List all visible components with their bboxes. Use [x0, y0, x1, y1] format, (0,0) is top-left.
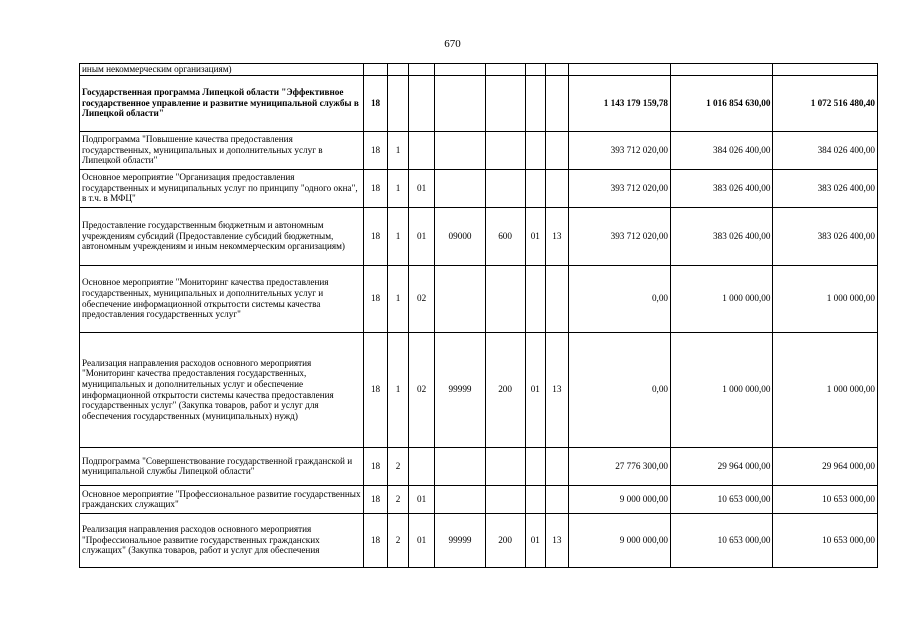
subsection-cell	[546, 131, 569, 169]
subprogram-code-cell	[388, 64, 408, 76]
row-name-cell: Реализация направления расходов основного мероприятия "Мониторинг качества предоставления государственных, муниципальных и дополнительных услуг и обеспечение информационной открытости системы качества предоставления государственных услуг" (Закупка товаров, работ и услуг для обеспечения государственных (муниципальных) нужд)	[80, 332, 364, 447]
subprogram-code-cell: 1	[388, 332, 408, 447]
table-row	[80, 207, 878, 265]
expense-type-cell: 600	[485, 207, 525, 265]
sum-year2-cell: 383 026 400,00	[671, 169, 773, 207]
sum-year1-cell: 27 776 300,00	[568, 447, 670, 485]
section-cell	[525, 64, 545, 76]
table-row	[80, 131, 878, 169]
gp-code-cell: 18	[363, 513, 388, 567]
section-cell	[525, 485, 545, 513]
row-name-cell: Основное мероприятие "Мониторинг качества предоставления государственных, муниципальных и дополнительных услуг и обеспечение информационной открытости системы качества предоставления государственных услуг"	[80, 265, 364, 332]
sum-year2-cell: 1 016 854 630,00	[671, 75, 773, 131]
subprogram-code-cell: 1	[388, 169, 408, 207]
measure-code-cell	[408, 64, 435, 76]
sum-year3-cell: 1 072 516 480,40	[773, 75, 878, 131]
section-cell	[525, 75, 545, 131]
section-cell	[525, 169, 545, 207]
table-row	[80, 447, 878, 485]
expense-type-cell: 200	[485, 513, 525, 567]
row-name-cell: Государственная программа Липецкой области "Эффективное государственное управление и развитие муниципальной службы в Липецкой области"	[80, 75, 364, 131]
subsection-cell	[546, 485, 569, 513]
table-row	[80, 169, 878, 207]
sum-year1-cell: 9 000 000,00	[568, 513, 670, 567]
section-cell: 01	[525, 207, 545, 265]
measure-code-cell: 01	[408, 207, 435, 265]
subprogram-code-cell: 1	[388, 207, 408, 265]
section-cell	[525, 265, 545, 332]
sum-year2-cell: 29 964 000,00	[671, 447, 773, 485]
sum-year3-cell: 1 000 000,00	[773, 332, 878, 447]
expense-type-cell	[485, 485, 525, 513]
expense-type-cell	[485, 169, 525, 207]
sum-year1-cell: 0,00	[568, 332, 670, 447]
sum-year1-cell: 393 712 020,00	[568, 131, 670, 169]
section-cell	[525, 447, 545, 485]
direction-code-cell	[435, 485, 485, 513]
sum-year1-cell: 393 712 020,00	[568, 207, 670, 265]
sum-year1-cell	[568, 64, 670, 76]
section-cell: 01	[525, 513, 545, 567]
subsection-cell	[546, 169, 569, 207]
direction-code-cell: 99999	[435, 513, 485, 567]
direction-code-cell	[435, 75, 485, 131]
sum-year3-cell: 383 026 400,00	[773, 169, 878, 207]
section-cell	[525, 131, 545, 169]
row-name-cell: Подпрограмма "Повышение качества предоставления государственных, муниципальных и дополнительных услуг в Липецкой области"	[80, 131, 364, 169]
sum-year1-cell: 1 143 179 159,78	[568, 75, 670, 131]
sum-year3-cell: 383 026 400,00	[773, 207, 878, 265]
subprogram-code-cell: 2	[388, 447, 408, 485]
expense-type-cell	[485, 131, 525, 169]
sum-year1-cell: 0,00	[568, 265, 670, 332]
table-row	[80, 332, 878, 447]
subsection-cell: 13	[546, 332, 569, 447]
direction-code-cell	[435, 265, 485, 332]
measure-code-cell	[408, 447, 435, 485]
gp-code-cell: 18	[363, 75, 388, 131]
row-name-cell: Предоставление государственным бюджетным и автономным учреждениям субсидий (Предоставление субсидий бюджетным, автономным учреждениям и иным некоммерческим организациям)	[80, 207, 364, 265]
sum-year1-cell: 393 712 020,00	[568, 169, 670, 207]
measure-code-cell: 01	[408, 169, 435, 207]
gp-code-cell: 18	[363, 207, 388, 265]
sum-year1-cell: 9 000 000,00	[568, 485, 670, 513]
row-name-cell: Основное мероприятие "Организация предоставления государственных и муниципальных услуг по принципу "одного окна", в т.ч. в МФЦ"	[80, 169, 364, 207]
table-row	[80, 513, 878, 567]
row-name-cell: иным некоммерческим организациям)	[80, 64, 364, 76]
measure-code-cell	[408, 131, 435, 169]
subprogram-code-cell: 2	[388, 485, 408, 513]
subsection-cell	[546, 447, 569, 485]
sum-year2-cell: 1 000 000,00	[671, 265, 773, 332]
row-name-cell: Реализация направления расходов основного мероприятия "Профессиональное развитие государственных гражданских служащих" (Закупка товаров, работ и услуг для обеспечения	[80, 513, 364, 567]
row-name-cell: Подпрограмма "Совершенствование государственной гражданской и муниципальной службы Липецкой области"	[80, 447, 364, 485]
page-number: 670	[444, 38, 461, 50]
sum-year3-cell: 10 653 000,00	[773, 485, 878, 513]
measure-code-cell	[408, 75, 435, 131]
sum-year2-cell: 10 653 000,00	[671, 513, 773, 567]
measure-code-cell: 02	[408, 332, 435, 447]
gp-code-cell: 18	[363, 485, 388, 513]
direction-code-cell: 09000	[435, 207, 485, 265]
sum-year2-cell: 384 026 400,00	[671, 131, 773, 169]
subsection-cell	[546, 265, 569, 332]
table-row	[80, 265, 878, 332]
measure-code-cell: 01	[408, 485, 435, 513]
row-name-cell: Основное мероприятие "Профессиональное развитие государственных гражданских служащих"	[80, 485, 364, 513]
sum-year3-cell: 384 026 400,00	[773, 131, 878, 169]
table-row	[80, 485, 878, 513]
expense-type-cell	[485, 265, 525, 332]
expense-type-cell	[485, 64, 525, 76]
sum-year2-cell	[671, 64, 773, 76]
measure-code-cell: 02	[408, 265, 435, 332]
section-cell: 01	[525, 332, 545, 447]
sum-year3-cell	[773, 64, 878, 76]
budget-table	[79, 63, 878, 568]
sum-year2-cell: 10 653 000,00	[671, 485, 773, 513]
subsection-cell: 13	[546, 207, 569, 265]
gp-code-cell: 18	[363, 265, 388, 332]
gp-code-cell: 18	[363, 447, 388, 485]
subprogram-code-cell: 1	[388, 131, 408, 169]
expense-type-cell: 200	[485, 332, 525, 447]
measure-code-cell: 01	[408, 513, 435, 567]
direction-code-cell	[435, 131, 485, 169]
gp-code-cell	[363, 64, 388, 76]
sum-year2-cell: 1 000 000,00	[671, 332, 773, 447]
sum-year3-cell: 10 653 000,00	[773, 513, 878, 567]
sum-year3-cell: 1 000 000,00	[773, 265, 878, 332]
sum-year3-cell: 29 964 000,00	[773, 447, 878, 485]
subsection-cell	[546, 64, 569, 76]
subsection-cell: 13	[546, 513, 569, 567]
sum-year2-cell: 383 026 400,00	[671, 207, 773, 265]
subsection-cell	[546, 75, 569, 131]
gp-code-cell: 18	[363, 332, 388, 447]
table-row	[80, 75, 878, 131]
gp-code-cell: 18	[363, 169, 388, 207]
expense-type-cell	[485, 447, 525, 485]
direction-code-cell	[435, 169, 485, 207]
subprogram-code-cell: 2	[388, 513, 408, 567]
subprogram-code-cell: 1	[388, 265, 408, 332]
direction-code-cell	[435, 64, 485, 76]
expense-type-cell	[485, 75, 525, 131]
direction-code-cell: 99999	[435, 332, 485, 447]
gp-code-cell: 18	[363, 131, 388, 169]
subprogram-code-cell	[388, 75, 408, 131]
direction-code-cell	[435, 447, 485, 485]
table-row	[80, 64, 878, 76]
